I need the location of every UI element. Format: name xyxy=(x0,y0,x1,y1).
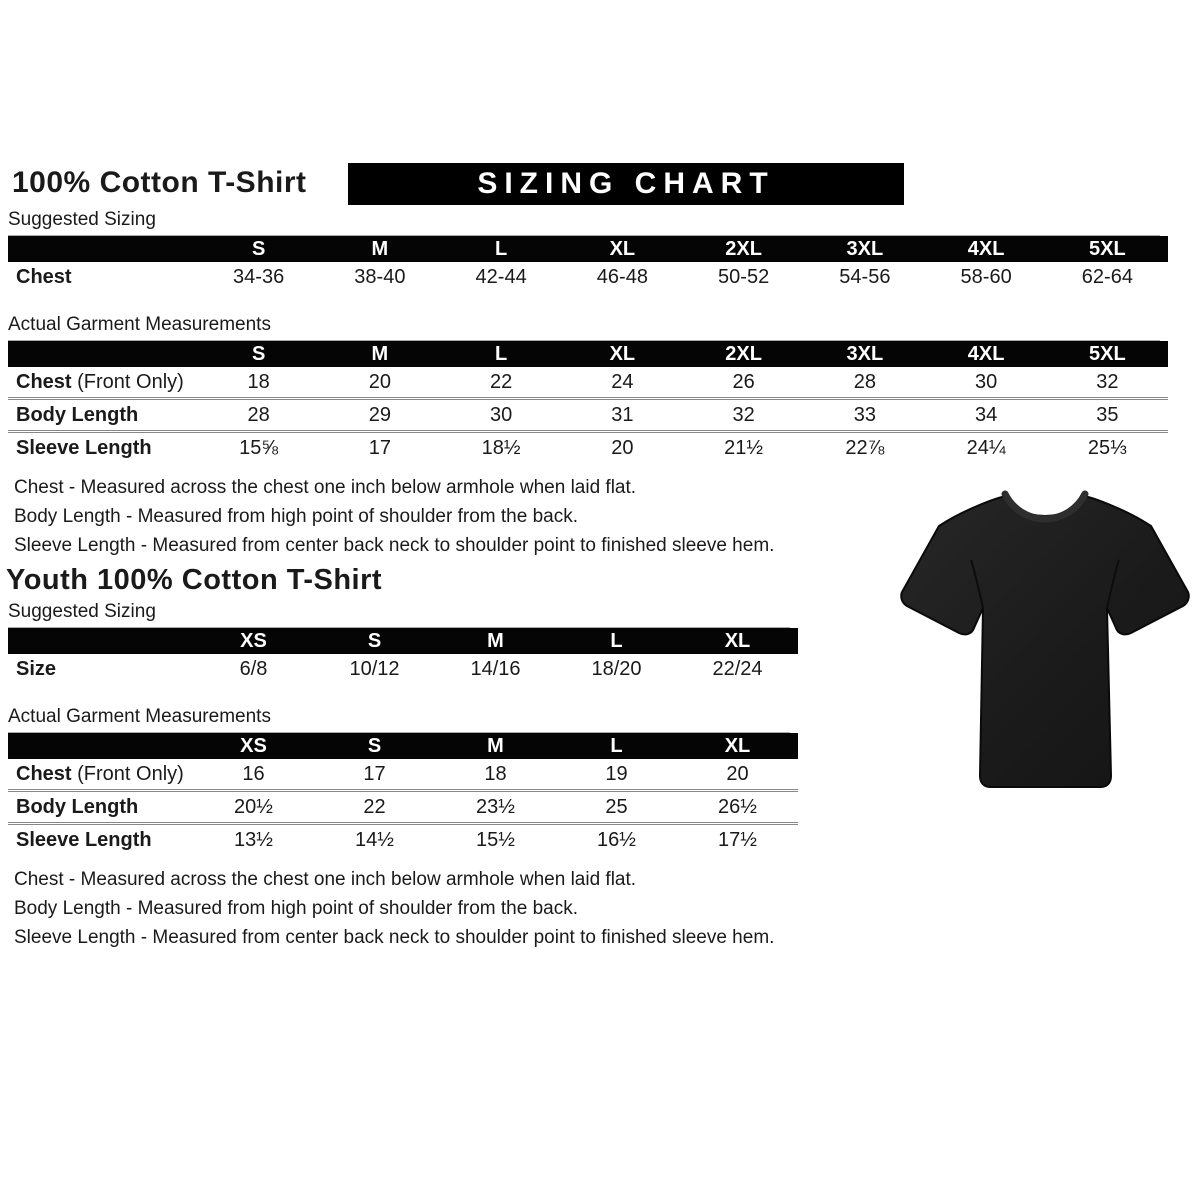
measurement-value-cell: 30 xyxy=(441,399,562,432)
measurement-value-cell: 42-44 xyxy=(475,266,527,288)
size-header-row xyxy=(8,236,1168,262)
measurement-value-cell: 17½ xyxy=(677,824,798,856)
measurement-row xyxy=(8,432,1168,464)
measurement-value-cell: 29 xyxy=(319,399,440,432)
measurement-value-cell: 22 xyxy=(490,371,513,393)
measurement-value-cell: 20½ xyxy=(193,791,314,824)
measurement-value-cell: 34 xyxy=(926,399,1047,432)
size-column-header-3xl: 3XL xyxy=(804,341,925,367)
header-spacer-cell xyxy=(8,236,198,262)
measurement-note: Sleeve Length - Measured from center back neck to shoulder point to finished sleeve hem. xyxy=(14,927,775,948)
measurement-value-cell: 22⅞ xyxy=(804,432,925,464)
measurement-value-cell: 54-56 xyxy=(839,266,891,288)
measurement-value-cell: 30 xyxy=(975,371,998,393)
measurement-note: Chest - Measured across the chest one inch below armhole when laid flat. xyxy=(14,477,637,498)
youth-actual-measurements-label: Actual Garment Measurements xyxy=(8,706,790,733)
adult-actual-measurements-label: Actual Garment Measurements xyxy=(8,314,1160,341)
measurement-value-cell: 20 xyxy=(562,432,683,464)
measurement-value-cell: 24 xyxy=(611,371,634,393)
measurement-note: Chest - Measured across the chest one inch below armhole when laid flat. xyxy=(14,869,637,890)
measurement-value-cell: 13½ xyxy=(193,824,314,856)
measurement-value-cell: 16½ xyxy=(556,824,677,856)
youth-suggested-sizing-table xyxy=(8,628,798,684)
adult-suggested-sizing-table xyxy=(8,236,1168,292)
size-column-header-l: L xyxy=(441,341,562,367)
measurement-value-cell: 15⅝ xyxy=(198,432,319,464)
measurement-value-cell: 16 xyxy=(242,763,265,785)
size-column-header-xs: XS xyxy=(193,733,314,759)
size-column-header-xl: XL xyxy=(677,628,798,654)
measurement-note: Body Length - Measured from high point of shoulder from the back. xyxy=(14,898,578,919)
header-spacer-cell xyxy=(8,628,193,654)
size-column-header-xl: XL xyxy=(677,733,798,759)
measurement-value-cell: 22/24 xyxy=(712,658,763,680)
measurement-row xyxy=(8,262,1168,292)
measurement-value-cell: 46-48 xyxy=(596,266,648,288)
header-row xyxy=(0,163,1200,205)
size-column-header-l: L xyxy=(556,628,677,654)
measurement-value-cell: 31 xyxy=(562,399,683,432)
header-spacer-cell xyxy=(8,733,193,759)
measurement-value-cell: 10/12 xyxy=(349,658,400,680)
size-column-header-xl: XL xyxy=(562,341,683,367)
size-header-row xyxy=(8,341,1168,367)
measurement-row xyxy=(8,399,1168,432)
row-label: Body Length xyxy=(8,791,193,824)
measurement-value-cell: 18/20 xyxy=(591,658,642,680)
measurement-row xyxy=(8,791,798,824)
row-label: Chest (Front Only) xyxy=(16,371,184,393)
measurement-note: Body Length - Measured from high point of shoulder from the back. xyxy=(14,506,578,527)
size-column-header-m: M xyxy=(435,733,556,759)
row-label: Chest xyxy=(16,266,72,288)
measurement-value-cell: 14½ xyxy=(314,824,435,856)
size-column-header-l: L xyxy=(441,236,562,262)
measurement-value-cell: 18 xyxy=(247,371,270,393)
measurement-value-cell: 14/16 xyxy=(470,658,521,680)
measurement-value-cell: 18 xyxy=(484,763,507,785)
measurement-value-cell: 26½ xyxy=(677,791,798,824)
size-column-header-2xl: 2XL xyxy=(683,236,804,262)
measurement-value-cell: 35 xyxy=(1047,399,1168,432)
measurement-row xyxy=(8,367,1168,399)
measurement-value-cell: 24¼ xyxy=(926,432,1047,464)
size-header-row xyxy=(8,733,798,759)
measurement-value-cell: 21½ xyxy=(683,432,804,464)
tshirt-body xyxy=(901,496,1189,787)
size-column-header-4xl: 4XL xyxy=(926,341,1047,367)
measurement-value-cell: 32 xyxy=(1096,371,1119,393)
measurement-value-cell: 25⅓ xyxy=(1047,432,1168,464)
adult-section-title: 100% Cotton T-Shirt xyxy=(12,166,307,199)
size-column-header-5xl: 5XL xyxy=(1047,236,1168,262)
measurement-value-cell: 18½ xyxy=(441,432,562,464)
black-tshirt-photo xyxy=(893,480,1195,805)
size-column-header-m: M xyxy=(319,236,440,262)
size-column-header-s: S xyxy=(198,236,319,262)
measurement-value-cell: 22 xyxy=(314,791,435,824)
size-column-header-xs: XS xyxy=(193,628,314,654)
size-column-header-s: S xyxy=(314,733,435,759)
measurement-value-cell: 28 xyxy=(198,399,319,432)
size-column-header-s: S xyxy=(314,628,435,654)
measurement-value-cell: 34-36 xyxy=(233,266,285,288)
measurement-value-cell: 20 xyxy=(726,763,749,785)
measurement-value-cell: 23½ xyxy=(435,791,556,824)
measurement-value-cell: 15½ xyxy=(435,824,556,856)
size-column-header-s: S xyxy=(198,341,319,367)
size-header-row xyxy=(8,628,798,654)
measurement-value-cell: 19 xyxy=(605,763,628,785)
youth-actual-measurements-table xyxy=(8,733,798,855)
sizing-chart-banner: SIZING CHART xyxy=(348,163,904,205)
measurement-row xyxy=(8,654,798,684)
measurement-value-cell: 62-64 xyxy=(1081,266,1133,288)
measurement-value-cell: 17 xyxy=(319,432,440,464)
measurement-value-cell: 17 xyxy=(363,763,386,785)
size-column-header-4xl: 4XL xyxy=(926,236,1047,262)
size-column-header-m: M xyxy=(319,341,440,367)
adult-actual-measurements-table xyxy=(8,341,1168,463)
row-label: Body Length xyxy=(8,399,198,432)
measurement-value-cell: 25 xyxy=(556,791,677,824)
row-label: Sleeve Length xyxy=(8,824,193,856)
measurement-note: Sleeve Length - Measured from center back neck to shoulder point to finished sleeve hem. xyxy=(14,535,775,556)
youth-section-title: Youth 100% Cotton T-Shirt xyxy=(6,564,383,596)
measurement-value-cell: 33 xyxy=(804,399,925,432)
measurement-row xyxy=(8,759,798,791)
measurement-value-cell: 26 xyxy=(732,371,755,393)
tshirt-image xyxy=(893,480,1195,805)
youth-suggested-sizing-label: Suggested Sizing xyxy=(8,601,790,628)
measurement-value-cell: 58-60 xyxy=(960,266,1012,288)
size-column-header-m: M xyxy=(435,628,556,654)
measurement-value-cell: 28 xyxy=(853,371,876,393)
measurement-value-cell: 6/8 xyxy=(239,658,268,680)
measurement-value-cell: 20 xyxy=(368,371,391,393)
header-spacer-cell xyxy=(8,341,198,367)
size-column-header-3xl: 3XL xyxy=(804,236,925,262)
row-label: Sleeve Length xyxy=(8,432,198,464)
measurement-value-cell: 38-40 xyxy=(354,266,406,288)
row-label: Chest (Front Only) xyxy=(16,763,184,785)
size-column-header-5xl: 5XL xyxy=(1047,341,1168,367)
size-column-header-2xl: 2XL xyxy=(683,341,804,367)
youth-measurement-notes xyxy=(14,865,1200,952)
row-label: Size xyxy=(16,658,57,680)
size-column-header-l: L xyxy=(556,733,677,759)
measurement-value-cell: 50-52 xyxy=(718,266,770,288)
measurement-row xyxy=(8,824,798,856)
measurement-value-cell: 32 xyxy=(683,399,804,432)
size-column-header-xl: XL xyxy=(562,236,683,262)
adult-suggested-sizing-label: Suggested Sizing xyxy=(8,209,1160,236)
